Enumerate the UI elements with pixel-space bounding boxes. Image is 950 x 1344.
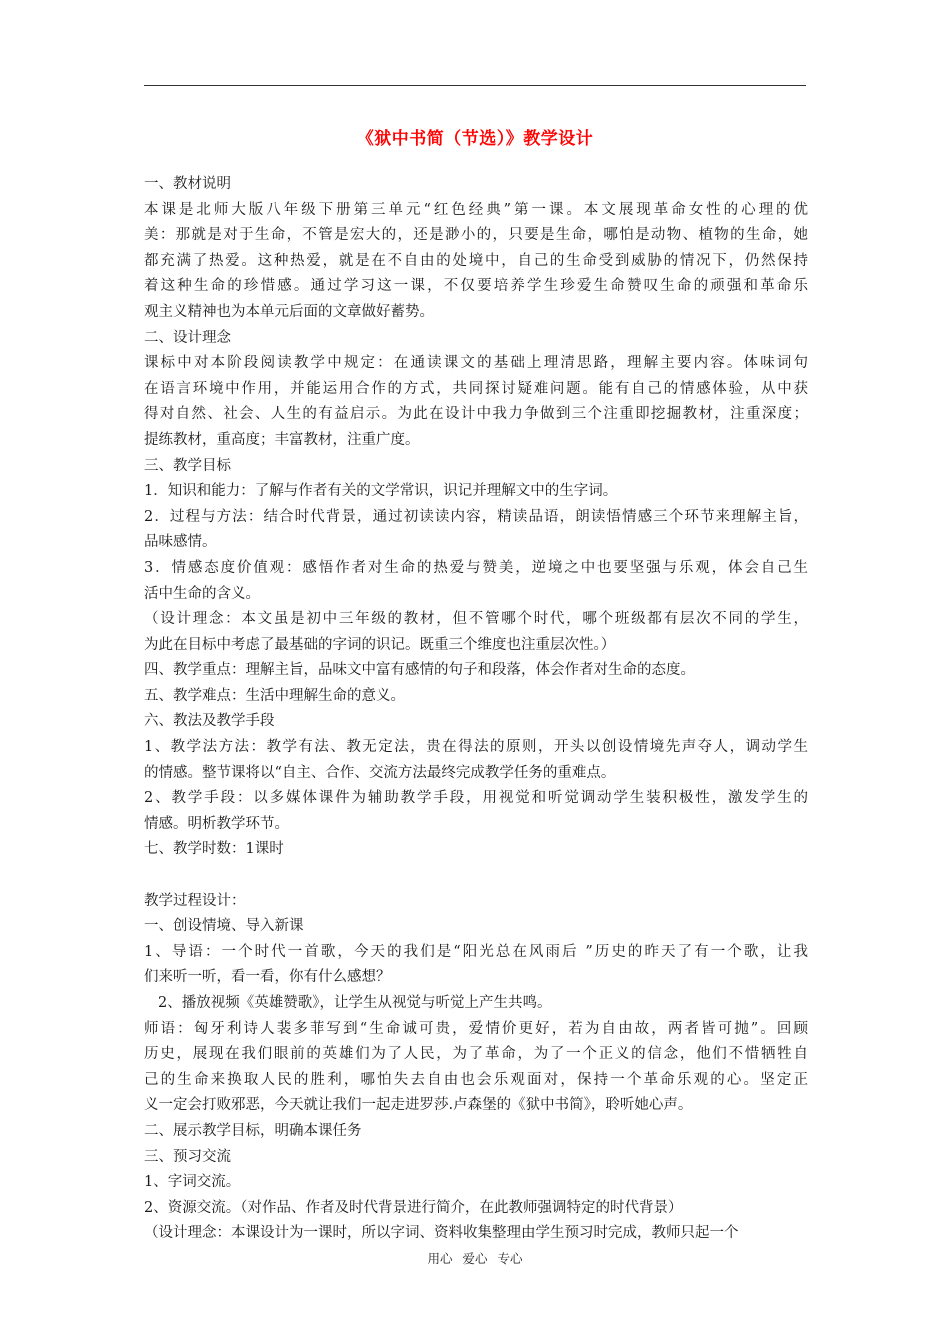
body-line: 三、预习交流	[144, 1148, 231, 1165]
body-line: 二、设计理念	[144, 329, 231, 346]
body-line: 二、展示教学目标，明确本课任务	[144, 1122, 362, 1139]
body-line: 2．过程与方法：结合时代背景，通过初读读内容，精读品语，朗读悟情感三个环节来理解主旨，	[144, 508, 808, 525]
body-line: 1．知识和能力：了解与作者有关的文学常识，识记并理解文中的生字词。	[144, 483, 618, 500]
body-line: 四、教学重点：理解主旨，品味文中富有感情的句子和段落，体会作者对生命的态度。	[144, 662, 695, 679]
body-line: 2、教学手段：以多媒体课件为辅助教学手段，用视觉和听觉调动学生装积极性，激发学生的	[144, 790, 808, 807]
body-line: 历史，展现在我们眼前的英雄们为了人民，为了革命，为了一个正义的信念，他们不惜牺牲自	[144, 1046, 808, 1063]
body-line: 课标中对本阶段阅读教学中规定：在通读课文的基础上理清思路，理解主要内容。体味词句	[144, 355, 808, 372]
body-line: 美：那就是对于生命，不管是宏大的，还是渺小的，只要是生命，哪怕是动物、植物的生命，她	[144, 227, 808, 244]
body-line: 五、教学难点：生活中理解生命的意义。	[144, 687, 405, 704]
header-rule	[144, 85, 806, 86]
body-line: 己的生命来换取人民的胜利，哪怕失去自由也会乐观面对，保持一个革命乐观的心。坚定正	[144, 1071, 808, 1088]
body-line: 得对自然、社会、人生的有益启示。为此在设计中我力争做到三个注重即挖掘教材，注重深度；	[144, 406, 808, 423]
document-title: 《狱中书简（节选）》教学设计	[356, 129, 594, 149]
body-line: 2、资源交流。（对作品、作者及时代背景进行简介，在此教师强调特定的时代背景）	[144, 1199, 683, 1216]
body-line: 们来听一听，看一看，你有什么感想？	[144, 969, 391, 986]
body-line: 在语言环境中作用，并能运用合作的方式，共同探讨疑难问题。能有自己的情感体验，从中获	[144, 380, 808, 397]
document-body	[144, 172, 808, 1247]
blank-line	[144, 863, 808, 889]
body-line: 一、教材说明	[144, 176, 231, 192]
body-line: 观主义精神也为本单元后面的文章做好蓄势。	[144, 303, 434, 320]
body-line: 一、创设情境、导入新课	[144, 918, 304, 935]
body-line: 着这种生命的珍惜感。通过学习这一课，不仅要培养学生珍爱生命赞叹生命的顽强和革命乐	[144, 278, 808, 295]
body-line: 为此在目标中考虑了最基础的字词的识记。既重三个维度也注重层次性。）	[144, 636, 616, 653]
body-line: 2、播放视频《英雄赞歌》，让学生从视觉与听觉上产生共鸣。	[158, 995, 552, 1011]
page-footer: 用心 爱心 专心	[427, 1251, 523, 1266]
body-line: 教学过程设计：	[144, 892, 246, 909]
body-line: 六、教法及教学手段	[144, 713, 275, 730]
body-line: 义一定会打败邪恶，今天就让我们一起走进罗莎.卢森堡的《狱中书简》，聆听她心声。	[144, 1097, 693, 1114]
body-line: 七、教学时数：1课时	[144, 841, 284, 858]
body-line: （设计理念：本课设计为一课时，所以字词、资料收集整理由学生预习时完成，教师只起一个	[144, 1225, 739, 1242]
body-line: 三、教学目标	[144, 457, 231, 474]
body-line: 活中生命的含义。	[144, 585, 260, 602]
body-line: 1、教学法方法：教学有法、教无定法，贵在得法的原则，开头以创设情境先声夺人，调动学生	[144, 739, 808, 756]
body-line: 情感。明析教学环节。	[144, 815, 289, 832]
body-line: 提练教材，重高度；丰富教材，注重广度。	[144, 431, 420, 448]
body-line: 本课是北师大版八年级下册第三单元“红色经典”第一课。本文展现革命女性的心理的优	[144, 201, 808, 218]
body-line: 3．情感态度价值观：感悟作者对生命的热爱与赞美，逆境之中也要坚强与乐观，体会自己生	[144, 559, 808, 576]
body-line: 品味感情。	[144, 534, 217, 551]
body-line: 都充满了热爱。这种热爱，就是在不自由的处境中，自己的生命受到威胁的情况下，仍然保持	[144, 252, 808, 269]
body-line: 1、导语：一个时代一首歌，今天的我们是“阳光总在风雨后 ”历史的昨天了有一个歌，让我	[144, 943, 808, 960]
body-line: 的情感。整节课将以“自主、合作、交流方法最终完成教学任务的重难点。	[144, 764, 616, 781]
body-line: 1、字词交流。	[144, 1174, 241, 1191]
body-line: （设计理念：本文虽是初中三年级的教材，但不管哪个时代，哪个班级都有层次不同的学生，	[144, 611, 808, 628]
body-line: 师语：匈牙利诗人裴多菲写到“生命诚可贵，爱情价更好，若为自由故，两者皆可抛”。回顾	[144, 1020, 808, 1037]
